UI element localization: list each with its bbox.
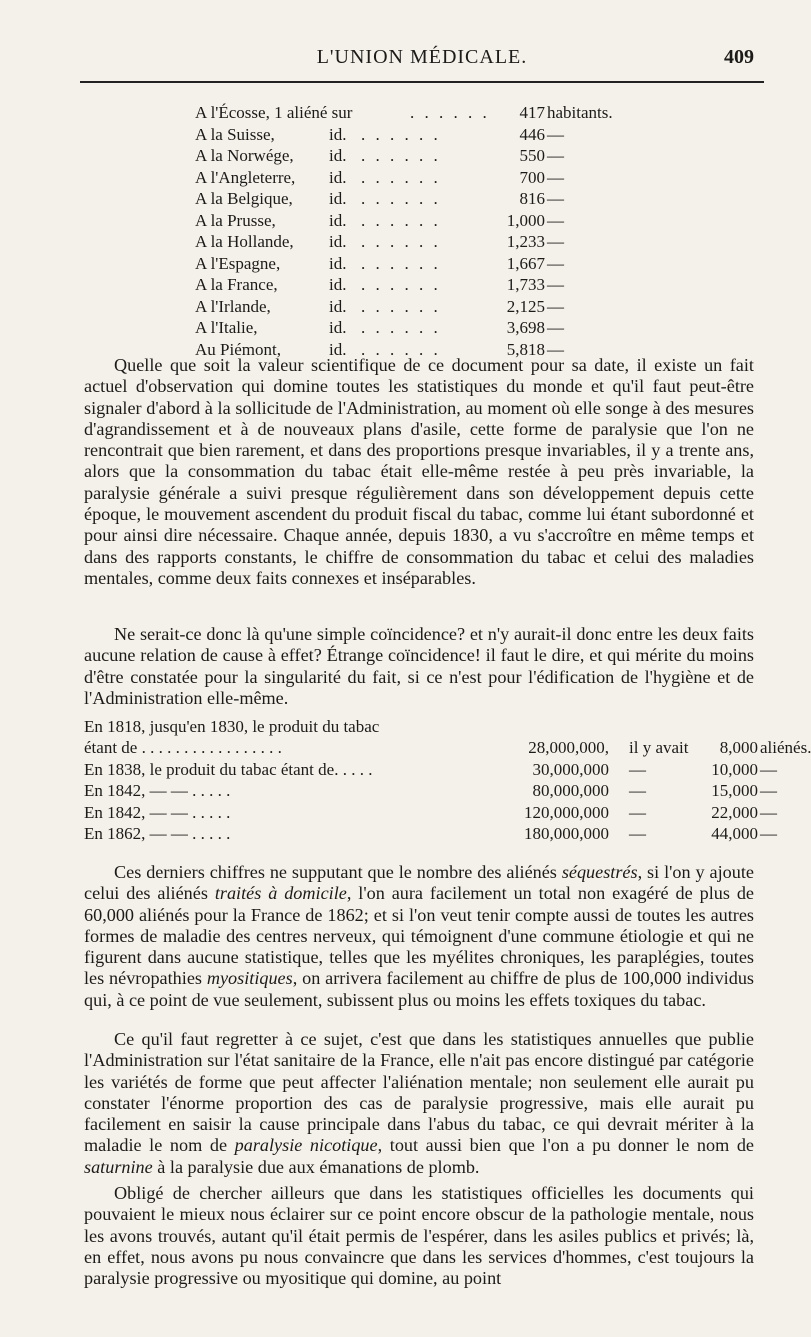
emphasis-text: traités à domicile (214, 883, 347, 904)
value-cell: 446 (519, 124, 545, 144)
running-title: L'UNION MÉDICALE. (316, 46, 528, 68)
suffix-cell: — (547, 296, 564, 316)
paragraph-sequestered-alienated (84, 862, 754, 1011)
unit-cell: id. (329, 296, 347, 316)
country-cell: A l'Italie, (195, 318, 258, 337)
text-run: Ce qu'il faut regretter à ce sujet, c'est que dans les statistiques annuelles que publie l'Administration sur l'état sanitaire de la France, elle n'ait pas encore distingué par catégorie les variétés de forme que peut affecter l'aliénation mentale; non seulement elle aurait pu constater l'énorme proportion des cas de paralysie progressive, mais elle aurait pu facilement en saisir la cause principale dans l'abus du tabac, ce qui devrait mériter à la maladie le nom de (84, 1029, 754, 1156)
country-cell: A l'Écosse, 1 aliéné sur (195, 103, 353, 122)
leader-dots: . . . . . . (361, 124, 441, 144)
period-cell: En 1838, le produit du tabac étant de. . . . . (84, 759, 373, 779)
leader-dots: . . . . . . (361, 275, 441, 294)
value-cell: 2,125 (506, 296, 545, 316)
table-row (84, 823, 777, 844)
leader-dots: . . . . . . (361, 318, 441, 337)
suffix-cell: — (547, 124, 564, 144)
count-cell: 22,000 (711, 802, 758, 822)
paragraph-text: Obligé de chercher ailleurs que dans les statistiques officielles les documents qui pouvaient le mieux nous éclairer sur ce point encore obscur de la pathologie mentale, nous les avons trouvés, autant qu'il était permis de l'espérer, dans les asiles publics et privés; là, en effet, nous avons pu nous convaincre que dans les services d'hommes, c'est toujours la paralysie progressive ou myositique qui domine, au point (84, 1183, 754, 1289)
tail-cell: — (760, 781, 777, 801)
country-cell: A la Hollande, (195, 232, 294, 251)
country-cell: A l'Angleterre, (195, 167, 296, 187)
leader-dots: . . . . . . (361, 167, 441, 187)
table-row (195, 124, 595, 146)
unit-cell: id. (329, 146, 347, 165)
value-cell: 5,818 (506, 339, 545, 359)
leader-dots: . . . . . . (361, 339, 441, 359)
emphasis-text: myositiques (206, 968, 293, 989)
text-run: , tout aussi bien que l'on a pu donner le nom de (377, 1135, 754, 1156)
mid-cell: — (629, 802, 646, 822)
value-cell: 3,698 (506, 318, 545, 337)
count-cell: 8,000 (719, 738, 758, 758)
amount-cell: 28,000,000, (528, 738, 609, 758)
tobacco-revenue-table (84, 716, 811, 844)
country-cell: A la Belgique, (195, 189, 293, 208)
unit-cell: id. (329, 253, 347, 273)
value-cell: 1,733 (506, 275, 545, 294)
table-row (195, 167, 595, 189)
suffix-cell: — (547, 232, 564, 251)
emphasis-text: saturnine (84, 1156, 153, 1177)
paragraph-tobacco-consumption (84, 355, 754, 589)
header-rule (80, 81, 764, 83)
table-row (195, 188, 595, 210)
suffix-cell: — (547, 189, 564, 208)
value-cell: 1,233 (506, 232, 545, 251)
paragraph-asylums (84, 1183, 754, 1289)
value-cell: 816 (519, 189, 545, 208)
table-row (195, 296, 595, 318)
leader-dots: . . . . . . (361, 146, 441, 165)
country-cell: A la Norwége, (195, 146, 294, 165)
page-header (80, 46, 764, 86)
table-row (84, 759, 777, 780)
paragraph-text (84, 1029, 754, 1178)
tail-cell: — (760, 823, 777, 843)
leader-dots: . . . . . . (361, 296, 441, 316)
count-cell: 44,000 (711, 823, 758, 843)
country-cell: A l'Irlande, (195, 296, 271, 316)
asylum-statistics-table (195, 102, 613, 360)
country-cell: A la Suisse, (195, 124, 275, 144)
table-row (195, 317, 595, 339)
table-row (195, 231, 595, 253)
value-cell: 1,000 (506, 210, 545, 230)
table-row (195, 102, 613, 124)
unit-cell: id. (329, 189, 347, 208)
leader-dots: . . . . . . (361, 232, 441, 251)
text-run: , l'on aura facilement un total non exagéré de plus de 60,000 aliénés pour la France de 1862; et si l'on veut tenir compte aussi de toutes les autres formes de maladie des centres nerveux, qui témoignent d'une commune étiologie et qui ne figurent dans aucune statistique, telles que les myélites chroniques, les paraplégies, toutes les névropathies (84, 883, 754, 989)
leader-dots: . . . . . . (361, 253, 441, 273)
suffix-cell: — (547, 318, 564, 337)
emphasis-text: paralysie nicotique (234, 1135, 378, 1156)
value-cell: 1,667 (506, 253, 545, 273)
emphasis-text: séquestrés (561, 862, 638, 882)
unit-cell: id. (329, 210, 347, 230)
leader-dots: . . . . . . (361, 210, 441, 230)
mid-cell: — (629, 759, 646, 779)
suffix-cell: habitants. (547, 103, 613, 122)
table-row (195, 274, 595, 296)
country-cell: A l'Espagne, (195, 253, 281, 273)
unit-cell: id. (329, 318, 347, 337)
value-cell: 417 (519, 103, 545, 122)
suffix-cell: — (547, 253, 564, 273)
period-cell: étant de . . . . . . . . . . . . . . . . . (84, 738, 282, 758)
country-cell: A la France, (195, 275, 278, 294)
amount-cell: 30,000,000 (532, 759, 609, 779)
text-run: à la paralysie due aux émanations de plomb. (152, 1156, 480, 1177)
unit-cell: id. (329, 339, 347, 359)
value-cell: 700 (519, 167, 545, 187)
leader-dots: . . . . . . (361, 189, 441, 208)
suffix-cell: — (547, 339, 564, 359)
text-run: Ces derniers chiffres ne supputant que le nombre des aliénés (114, 862, 562, 882)
country-cell: Au Piémont, (195, 339, 281, 359)
table-row (195, 253, 595, 275)
unit-cell: id. (329, 167, 347, 187)
paragraph-text: Quelle que soit la valeur scientifique de ce document pour sa date, il existe un fait actuel d'observation qui domine toutes les statistiques du monde et qu'il faut peut-être signaler d'abord à la sollicitude de l'Administration, au moment où elle songe à des mesures d'agrandissement et à de nouveaux plans d'asile, cette forme de paralysie que l'on ne rencontrait que bien rarement, et dans des proportions presque invariables, il y a trente ans, alors que la consommation du tabac était elle-même restée à peu près invariable, la paralysie générale a suivi presque régulièrement dans son développement depuis cette époque, le mouvement ascendent du produit fiscal du tabac, comme lui étant subordonné et pour ainsi dire nécessaire. Chaque année, depuis 1830, a vu s'accroître en même temps et dans des rapports constants, le chiffre de consommation du tabac et celui des maladies mentales, comme deux faits connexes et inséparables. (84, 355, 754, 588)
mid-cell: — (629, 781, 646, 801)
text-run: , on arrivera facilement au chiffre de plus de 100,000 individus qui, à ce point de vue seulement, subissent plus ou moins les effets toxiques du tabac. (84, 968, 754, 1010)
period-cell: En 1842, — — . . . . . (84, 781, 231, 801)
value-cell: 550 (519, 146, 545, 165)
period-cell: En 1862, — — . . . . . (84, 823, 231, 843)
unit-cell: id. (329, 232, 347, 251)
table-row (84, 737, 811, 758)
suffix-cell: — (547, 275, 564, 294)
country-cell: A la Prusse, (195, 210, 276, 230)
period-cell: En 1818, jusqu'en 1830, le produit du tabac (84, 717, 380, 736)
text-run: , si l'on y ajoute celui des aliénés (84, 862, 754, 904)
table-row (195, 145, 595, 167)
tail-cell: — (760, 759, 777, 779)
unit-cell: id. (329, 275, 347, 294)
paragraph-administration (84, 1029, 754, 1178)
tail-cell: — (760, 802, 777, 822)
mid-cell: il y avait (629, 738, 689, 758)
mid-cell: — (629, 823, 646, 843)
period-cell: En 1842, — — . . . . . (84, 802, 231, 822)
unit-cell: id. (329, 124, 347, 144)
amount-cell: 80,000,000 (532, 781, 609, 801)
amount-cell: 120,000,000 (524, 802, 609, 822)
table-row (84, 780, 777, 801)
suffix-cell: — (547, 146, 564, 165)
count-cell: 10,000 (711, 759, 758, 779)
table-row (84, 716, 764, 737)
table-row (84, 802, 777, 823)
paragraph-text (84, 862, 754, 1011)
suffix-cell: — (547, 167, 564, 187)
count-cell: 15,000 (711, 781, 758, 801)
page-number: 409 (724, 46, 754, 68)
paragraph-coincidence (84, 624, 754, 709)
suffix-cell: — (547, 210, 564, 230)
leader-dots: . . . . . . (410, 103, 490, 122)
paragraph-text: Ne serait-ce donc là qu'une simple coïncidence? et n'y aurait-il donc entre les deux faits aucune relation de cause à effet? Étrange coïncidence! il faut le dire, et qui mérite du moins d'être constatée pour la singularité du fait, si ce n'est pour l'édification de l'hygiène et de l'Administration elle-même. (84, 624, 754, 708)
amount-cell: 180,000,000 (524, 823, 609, 843)
table-row (195, 210, 595, 232)
tail-cell: aliénés. (760, 738, 811, 758)
